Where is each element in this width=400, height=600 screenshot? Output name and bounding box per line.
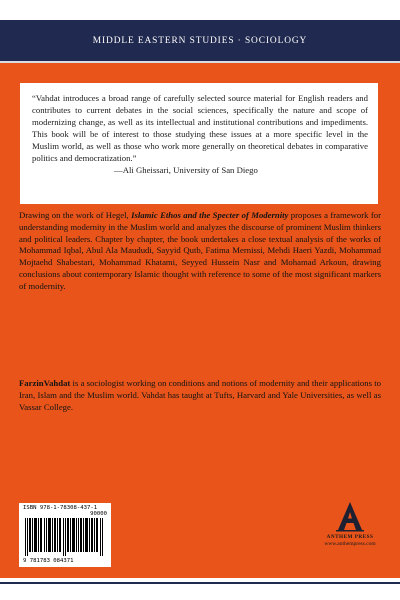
publisher-url: www.anthempress.com (324, 541, 376, 547)
series-band (0, 20, 400, 63)
anthem-press-logo-icon (333, 499, 367, 533)
endorsement-quote (20, 83, 378, 176)
barcode-box (19, 503, 111, 567)
barcode-bars (25, 518, 105, 556)
bottom-divider (0, 582, 400, 584)
book-title: Islamic Ethos and the Specter of Modernity (131, 210, 289, 220)
publisher-name: ANTHEM PRESS (326, 534, 374, 540)
isbn-number: ISBN 978-1-78308-437-1 (23, 505, 98, 511)
publisher-block (318, 499, 382, 547)
endorsement-text: “Vahdat introduces a broad range of carefully selected source material for English readers and contributes to current debates in the social sciences, specifically the nature and scope of modernizing change, as well as its intellectual and institutional contributions and impediments. This book will be of interest to those studying these issues at a more specific level in the Muslim world, as well as those who work more generally on theoretical debates in comparative politics and democratization.” (32, 93, 368, 163)
author-bio (19, 378, 381, 413)
author-name: FarzinVahdat (19, 378, 71, 388)
endorsement-box (20, 83, 378, 204)
barcode-digits: 9 781783 084371 (23, 558, 74, 564)
price-code: 90000 (90, 511, 107, 517)
book-description (19, 210, 381, 293)
description-rest: proposes a framework for understanding modernity in the Muslim world and analyzes the discourse of prominent Muslim thinkers and political leaders. Chapter by chapter, the book undertakes a close textual analysis of the works of Mohammad Iqbal, Abul Ala Maududi, Sayyid Qutb, Fatima Mernissi, Mehdi Haeri Yazdi, Mohammad Mojtaehd Shabestari, Mohammad Khatami, Seyyed Hussein Nasr and Mohamad Arkoun, drawing conclusions about contemporary Islamic thought with reference to some of the most significant markers of modernity. (19, 210, 381, 291)
top-white-strip (0, 0, 400, 20)
author-bio-text: is a sociologist working on conditions and notions of modernity and their applications to Iran, Islam and the Muslim world. Vahdat has taught at Tufts, Harvard and Yale Universities, as well as Vassar College. (19, 378, 381, 412)
series-label: MIDDLE EASTERN STUDIES · SOCIOLOGY (92, 35, 308, 46)
description-lead: Drawing on the work of Hegel, (19, 210, 132, 220)
endorsement-attribution: —Ali Gheissari, University of San Diego (114, 165, 258, 175)
